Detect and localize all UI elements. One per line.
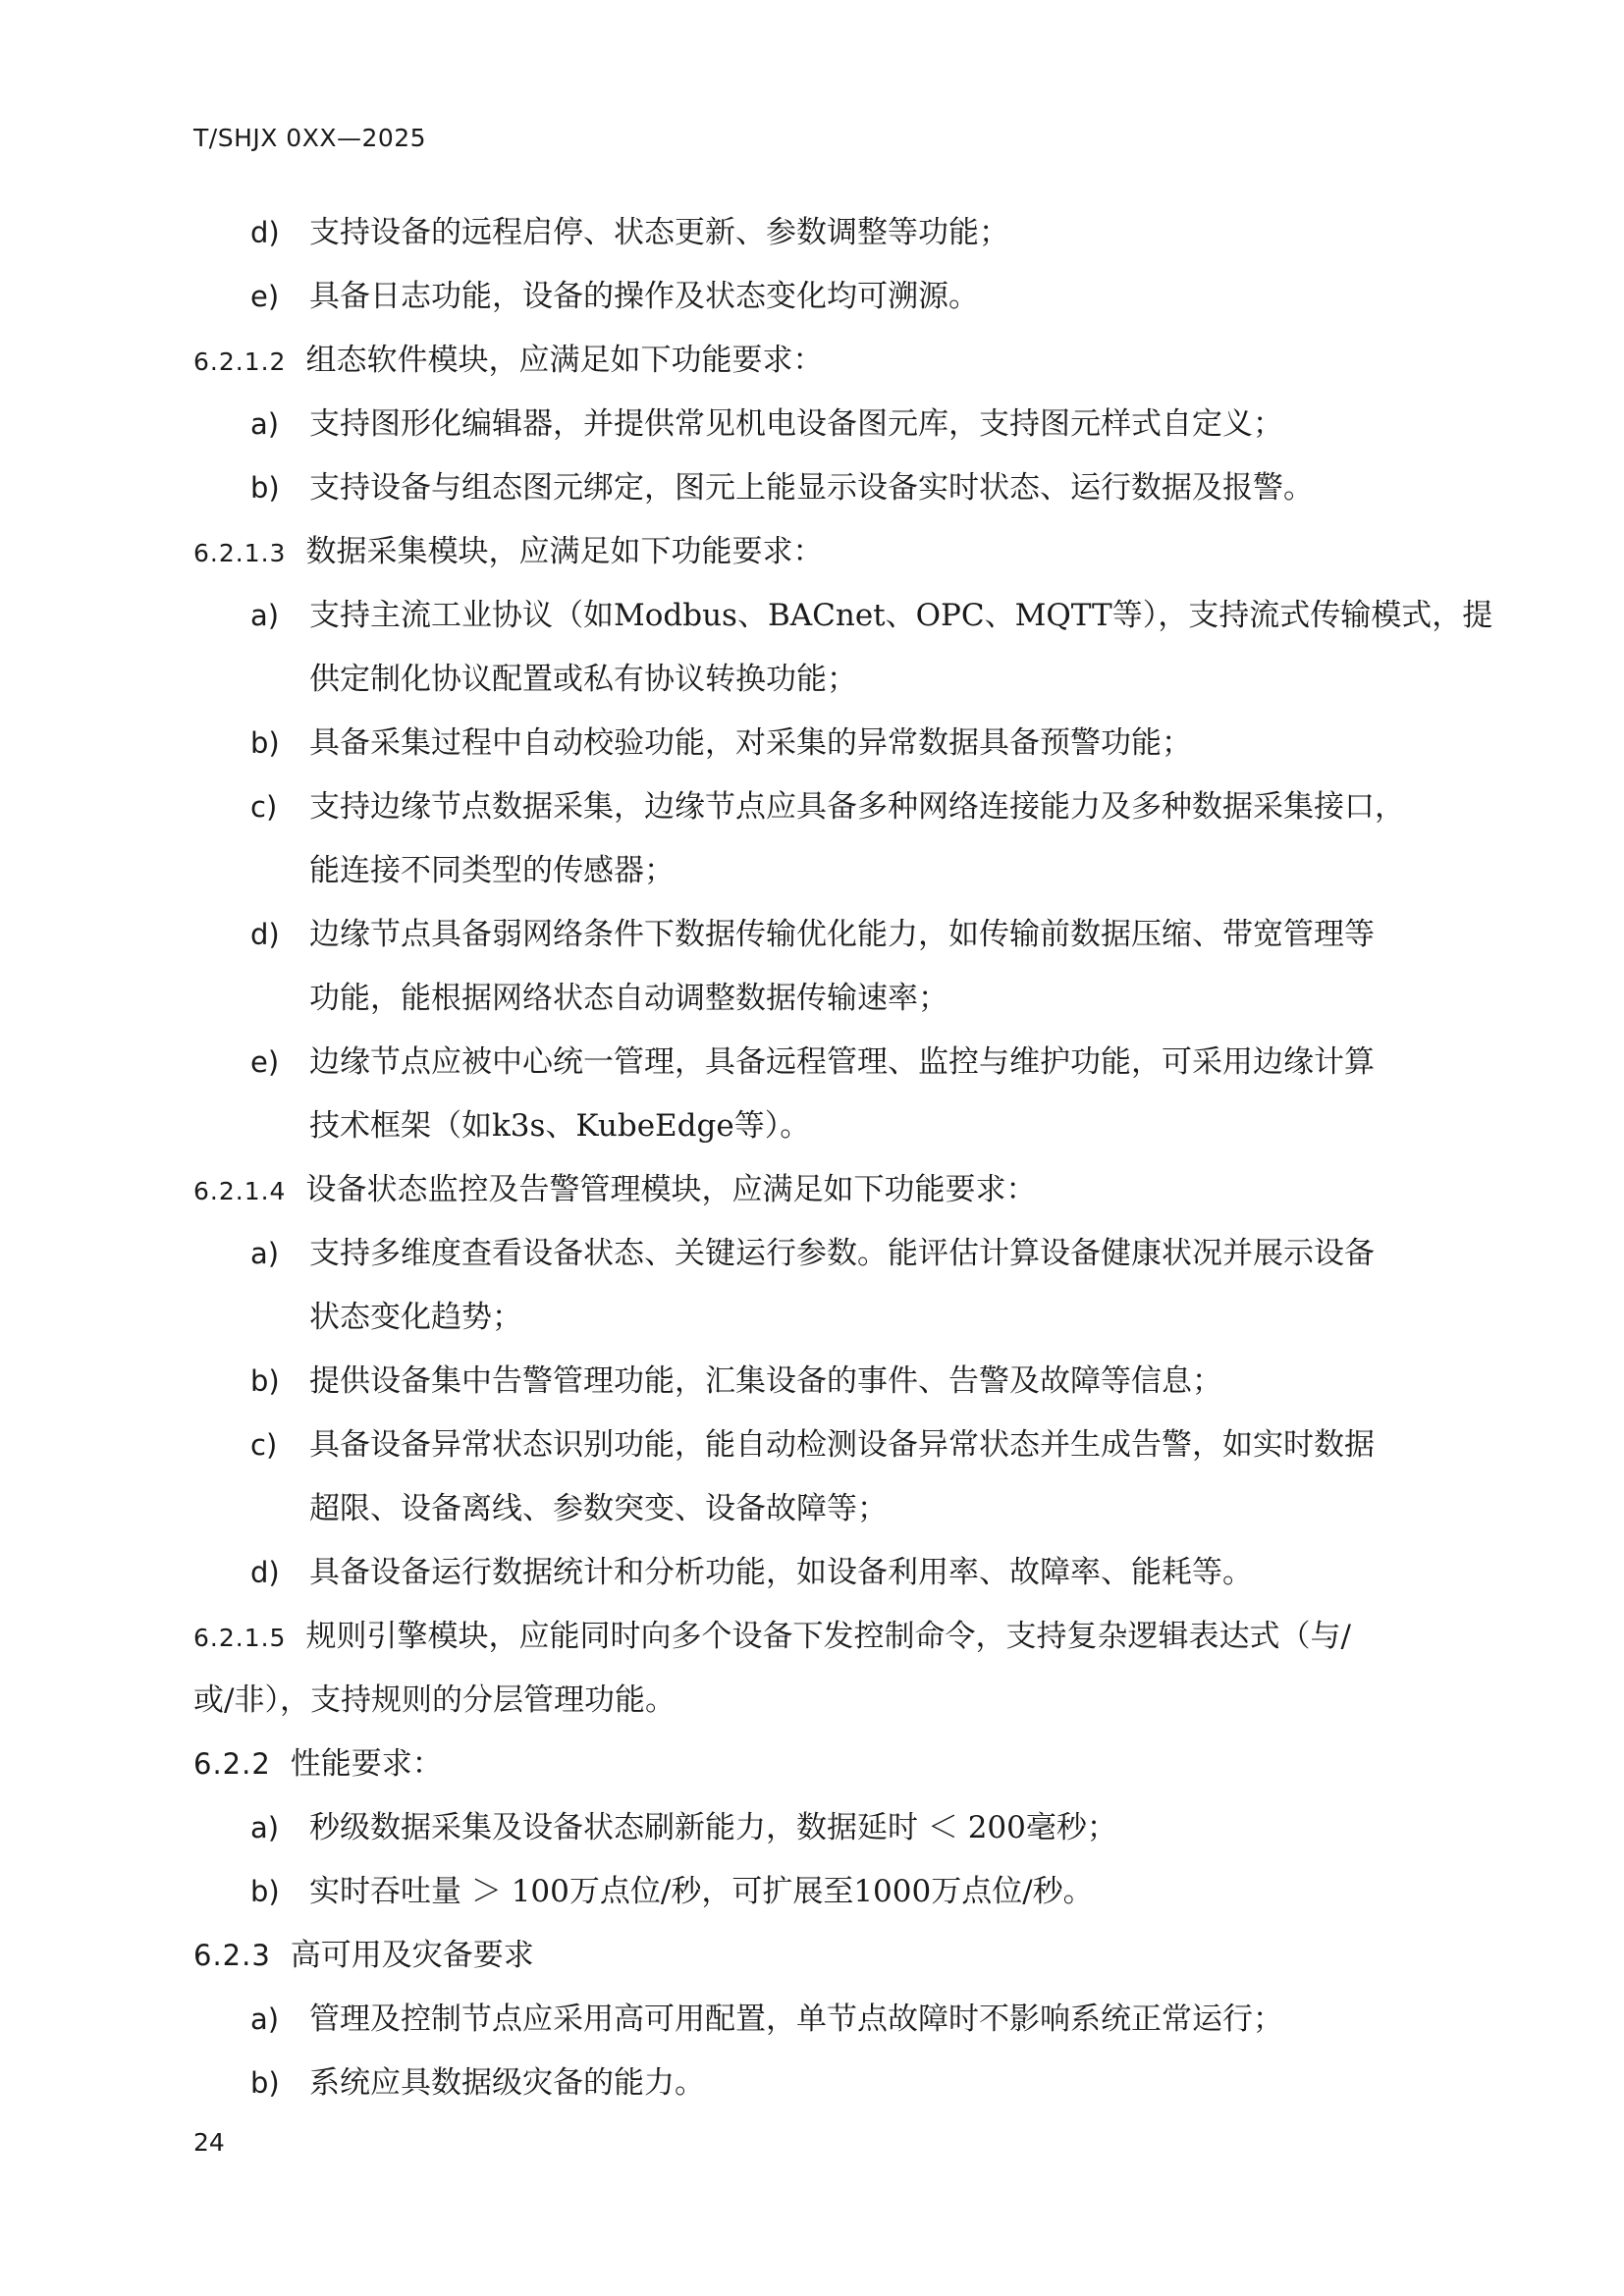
list-item xyxy=(193,393,1480,456)
list-item-text: 供定制化协议配置或私有协议转换功能； xyxy=(309,662,857,697)
list-item-text: 具备采集过程中自动校验功能，对采集的异常数据具备预警功能； xyxy=(309,725,1192,761)
list-item-text: 功能，能根据网络状态自动调整数据传输速率； xyxy=(309,981,948,1016)
list-item-text: 支持设备的远程启停、状态更新、参数调整等功能； xyxy=(309,215,1009,250)
clause-heading xyxy=(193,1605,1480,1669)
list-item xyxy=(193,712,1480,775)
clause-text: 规则引擎模块，应能同时向多个设备下发控制命令，支持复杂逻辑表达式（与/ xyxy=(305,1619,1351,1654)
document-code: T/SHJX 0XX—2025 xyxy=(193,124,427,152)
list-item xyxy=(193,201,1480,265)
list-item xyxy=(193,775,1480,839)
list-item-text: 秒级数据采集及设备状态刷新能力，数据延时 ＜ 200毫秒； xyxy=(309,1810,1117,1845)
list-marker: d) xyxy=(250,918,280,951)
list-marker: b) xyxy=(250,471,280,505)
list-item-text: 具备设备运行数据统计和分析功能，如设备利用率、故障率、能耗等。 xyxy=(309,1555,1253,1590)
page-body xyxy=(193,201,1493,2115)
list-marker: e) xyxy=(250,280,280,313)
list-marker: b) xyxy=(250,1875,280,1908)
list-item-text: 支持图形化编辑器，并提供常见机电设备图元库，支持图元样式自定义； xyxy=(309,406,1283,442)
list-marker: b) xyxy=(250,2066,280,2100)
list-item-text: 提供设备集中告警管理功能，汇集设备的事件、告警及故障等信息； xyxy=(309,1363,1222,1399)
clause-number: 6.2.1.2 xyxy=(193,347,287,376)
clause-number: 6.2.1.5 xyxy=(193,1624,287,1652)
list-item-continuation xyxy=(193,839,1480,903)
list-item xyxy=(193,903,1480,967)
list-marker: e) xyxy=(250,1045,280,1079)
list-marker: a) xyxy=(250,407,280,441)
clause-number: 6.2.3 xyxy=(193,1939,271,1972)
list-item-text: 支持设备与组态图元绑定，图元上能显示设备实时状态、运行数据及报警。 xyxy=(309,470,1314,506)
list-item-text: 边缘节点具备弱网络条件下数据传输优化能力，如传输前数据压缩、带宽管理等 xyxy=(309,917,1375,952)
list-marker: c) xyxy=(250,1428,278,1462)
list-item-text: 边缘节点应被中心统一管理，具备远程管理、监控与维护功能，可采用边缘计算 xyxy=(309,1044,1375,1080)
clause-text: 高可用及灾备要求 xyxy=(290,1938,534,1973)
list-marker: c) xyxy=(250,790,278,824)
list-item-text: 具备设备异常状态识别功能，能自动检测设备异常状态并生成告警，如实时数据 xyxy=(309,1427,1375,1463)
clause-text: 性能要求： xyxy=(290,1746,443,1782)
list-marker: a) xyxy=(250,2002,280,2036)
list-item-text: 支持主流工业协议（如Modbus、BACnet、OPC、MQTT等），支持流式传输模式，提 xyxy=(309,598,1493,633)
list-item-text: 支持边缘节点数据采集，边缘节点应具备多种网络连接能力及多种数据采集接口， xyxy=(309,789,1405,825)
list-item-text: 状态变化趋势； xyxy=(309,1300,522,1335)
list-item-text: 技术框架（如k3s、KubeEdge等）。 xyxy=(309,1108,811,1144)
clause-number: 6.2.1.3 xyxy=(193,539,287,567)
clause-text: 数据采集模块，应满足如下功能要求： xyxy=(305,534,824,569)
clause-text: 或/非），支持规则的分层管理功能。 xyxy=(193,1682,676,1718)
list-item xyxy=(193,1414,1480,1477)
clause-heading xyxy=(193,1924,1480,1988)
clause-heading xyxy=(193,1158,1480,1222)
list-item xyxy=(193,1988,1480,2052)
list-item-continuation xyxy=(193,1286,1480,1350)
clause-text: 组态软件模块，应满足如下功能要求： xyxy=(305,343,824,378)
clause-text: 设备状态监控及告警管理模块，应满足如下功能要求： xyxy=(305,1172,1037,1207)
list-item xyxy=(193,1541,1480,1605)
list-item-text: 管理及控制节点应采用高可用配置，单节点故障时不影响系统正常运行； xyxy=(309,2002,1283,2037)
list-marker: d) xyxy=(250,216,280,249)
clause-number: 6.2.1.4 xyxy=(193,1177,287,1205)
list-item xyxy=(193,1860,1480,1924)
list-item-text: 实时吞吐量 ＞ 100万点位/秒，可扩展至1000万点位/秒。 xyxy=(309,1874,1094,1909)
list-marker: a) xyxy=(250,1811,280,1844)
clause-heading xyxy=(193,329,1480,393)
list-marker: b) xyxy=(250,726,280,760)
list-item-continuation xyxy=(193,1477,1480,1541)
clause-continuation xyxy=(193,1669,1480,1733)
list-item xyxy=(193,1222,1480,1286)
list-item-text: 系统应具数据级灾备的能力。 xyxy=(309,2065,705,2101)
page-number: 24 xyxy=(193,2128,225,2157)
clause-heading xyxy=(193,1733,1480,1796)
clause-heading xyxy=(193,520,1480,584)
list-item-continuation xyxy=(193,648,1480,712)
list-item-continuation xyxy=(193,967,1480,1031)
list-item xyxy=(193,265,1480,329)
list-item xyxy=(193,456,1480,520)
list-marker: a) xyxy=(250,599,280,632)
list-item-text: 具备日志功能，设备的操作及状态变化均可溯源。 xyxy=(309,279,979,314)
list-item xyxy=(193,1031,1480,1095)
list-marker: a) xyxy=(250,1237,280,1270)
clause-number: 6.2.2 xyxy=(193,1747,271,1781)
list-marker: d) xyxy=(250,1556,280,1589)
list-item-text: 超限、设备离线、参数突变、设备故障等； xyxy=(309,1491,888,1526)
list-item xyxy=(193,1350,1480,1414)
list-item-text: 能连接不同类型的传感器； xyxy=(309,853,675,888)
list-item-text: 支持多维度查看设备状态、关键运行参数。能评估计算设备健康状况并展示设备 xyxy=(309,1236,1375,1271)
list-item-continuation xyxy=(193,1095,1480,1158)
list-item xyxy=(193,584,1493,648)
list-item xyxy=(193,1796,1480,1860)
list-marker: b) xyxy=(250,1364,280,1398)
list-item xyxy=(193,2052,1480,2115)
